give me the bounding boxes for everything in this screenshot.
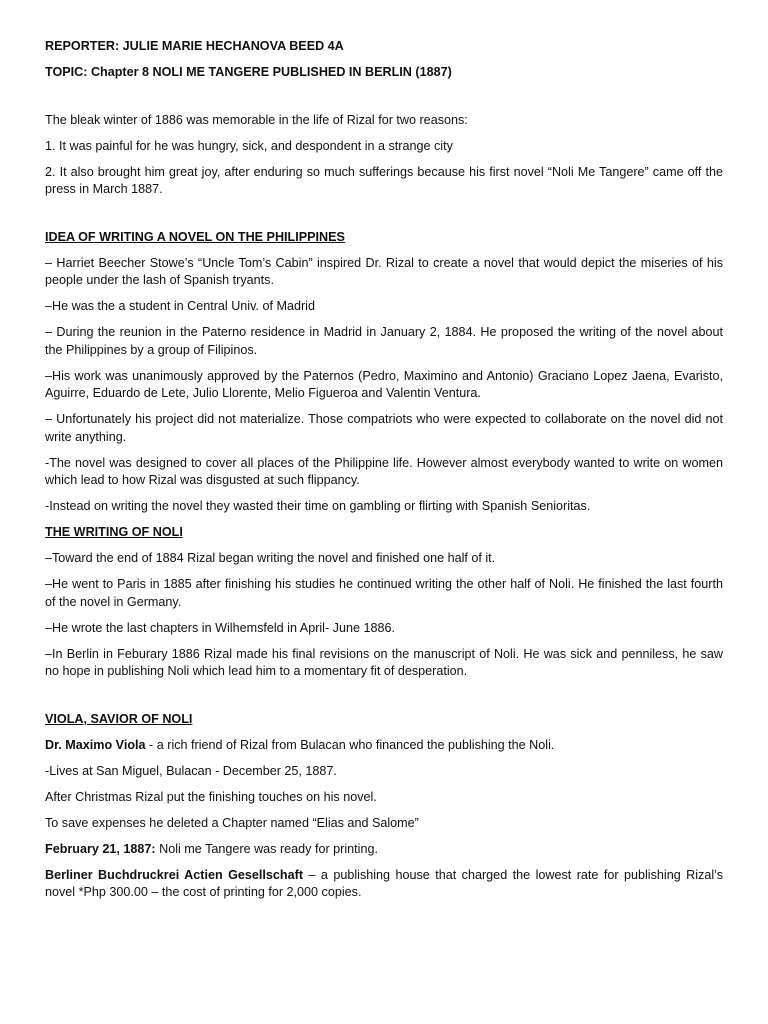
section-heading-writing: THE WRITING OF NOLI bbox=[45, 525, 183, 539]
section-heading-viola: VIOLA, SAVIOR OF NOLI bbox=[45, 711, 193, 726]
intro-lead: The bleak winter of 1886 was memorable in the life of Rizal for two reasons: bbox=[45, 112, 468, 127]
print-date: February 21, 1887: bbox=[45, 841, 156, 856]
viola-paragraph-4: To save expenses he deleted a Chapter named “Elias and Salome” bbox=[45, 815, 419, 830]
idea-paragraph-5: – Unfortunately his project did not materialize. Those compatriots who were expected to collaborate on the novel did not write anything. bbox=[45, 412, 723, 444]
document-body bbox=[45, 38, 723, 902]
viola-name: Dr. Maximo Viola bbox=[45, 737, 146, 752]
intro-reason-1: 1. It was painful for he was hungry, sick, and despondent in a strange city bbox=[45, 138, 453, 153]
reporter-line: REPORTER: JULIE MARIE HECHANOVA BEED 4A bbox=[45, 39, 344, 53]
writing-paragraph-4: –In Berlin in Feburary 1886 Rizal made his final revisions on the manuscript of Noli. He was sick and penniless, he saw no hope in publishing Noli which lead him to a momentary fit of desperation. bbox=[45, 646, 723, 678]
publisher-name: Berliner Buchdruckrei Actien Gesellschaft bbox=[45, 867, 304, 882]
writing-paragraph-3: –He wrote the last chapters in Wilhemsfeld in April- June 1886. bbox=[45, 620, 395, 635]
viola-paragraph-6 bbox=[45, 867, 723, 902]
section-heading-idea: IDEA OF WRITING A NOVEL ON THE PHILIPPINES bbox=[45, 229, 345, 244]
publisher-desc: – a publishing house that charged the lowest rate for publishing Rizal’s novel *Php 300.00 – the cost of printing for 2,000 copies. bbox=[45, 867, 723, 899]
idea-paragraph-1: – Harriet Beecher Stowe’s “Uncle Tom’s Cabin” inspired Dr. Rizal to create a novel that would depict the miseries of his people under the lash of Spanish tryants. bbox=[45, 255, 723, 287]
viola-paragraph-1 bbox=[45, 737, 723, 755]
topic-line: TOPIC: Chapter 8 NOLI ME TANGERE PUBLISHED IN BERLIN (1887) bbox=[45, 65, 452, 79]
idea-paragraph-6: -The novel was designed to cover all places of the Philippine life. However almost everybody wanted to write on women which lead to how Rizal was disgusted at such flippancy. bbox=[45, 455, 723, 487]
viola-paragraph-2: -Lives at San Miguel, Bulacan - December 25, 1887. bbox=[45, 763, 337, 778]
viola-desc: - a rich friend of Rizal from Bulacan who financed the publishing the Noli. bbox=[145, 737, 555, 752]
viola-paragraph-5 bbox=[45, 841, 723, 859]
intro-reason-2: 2. It also brought him great joy, after enduring so much sufferings because his first novel “Noli Me Tangere” came off the press in March 1887. bbox=[45, 164, 723, 196]
idea-paragraph-2: –He was the a student in Central Univ. of Madrid bbox=[45, 299, 315, 313]
viola-paragraph-3: After Christmas Rizal put the finishing touches on his novel. bbox=[45, 789, 377, 804]
writing-paragraph-2: –He went to Paris in 1885 after finishing his studies he continued writing the other half of Noli. He finished the last fourth of the novel in Germany. bbox=[45, 577, 723, 609]
print-date-desc: Noli me Tangere was ready for printing. bbox=[155, 841, 378, 856]
writing-paragraph-1: –Toward the end of 1884 Rizal began writing the novel and finished one half of it. bbox=[45, 551, 496, 565]
idea-paragraph-3: – During the reunion in the Paterno residence in Madrid in January 2, 1884. He proposed the writing of the novel about the Philippines by a group of Filipinos. bbox=[45, 325, 723, 357]
idea-paragraph-7: -Instead on writing the novel they wasted their time on gambling or flirting with Spanish Senioritas. bbox=[45, 499, 591, 513]
idea-paragraph-4: –His work was unanimously approved by the Paternos (Pedro, Maximino and Antonio) Graciano Lopez Jaena, Evaristo, Aguirre, Eduardo de Lete, Julio Llorente, Melio Figueroa and Valentin Ventura. bbox=[45, 368, 723, 400]
